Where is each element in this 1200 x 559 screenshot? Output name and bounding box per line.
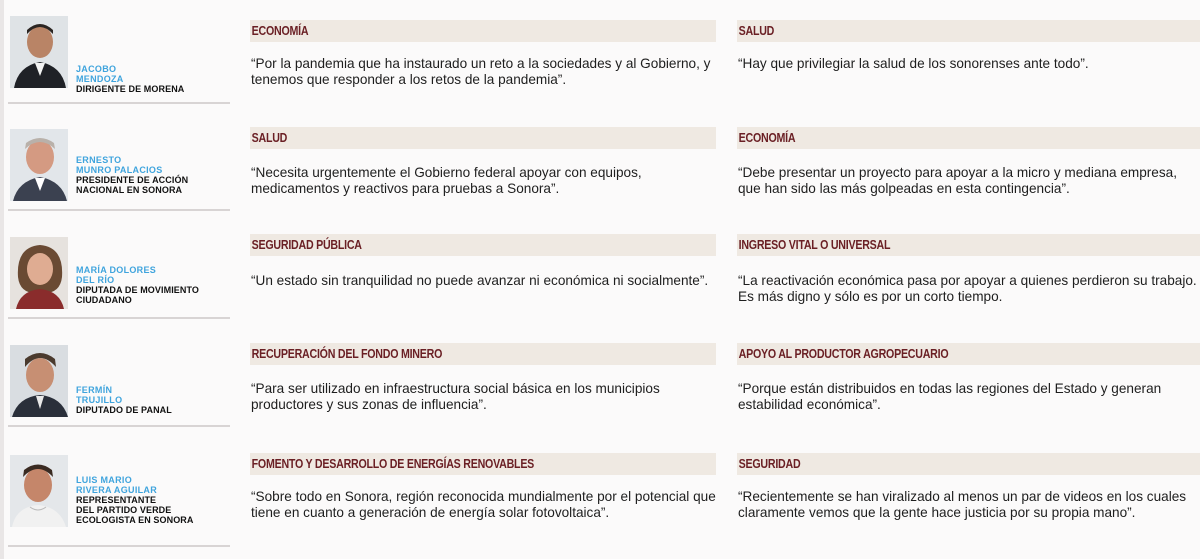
politician-role: REPRESENTANTE: [76, 495, 157, 505]
quote-text: “Hay que privilegiar la salud de los sonorenses ante todo”.: [738, 56, 1089, 71]
politician-info: [76, 475, 234, 525]
politician-photo: [10, 16, 68, 88]
politician-name: DEL RÍO: [76, 275, 115, 285]
politician-role: DEL PARTIDO VERDE: [76, 505, 172, 515]
row-divider: [8, 545, 230, 547]
row-divider: [8, 102, 230, 104]
politician-profile: [8, 107, 230, 207]
politician-role: DIRIGENTE DE MORENA: [76, 84, 185, 94]
politician-role: PRESIDENTE DE ACCIÓN: [76, 175, 189, 185]
politician-name: JACOBO: [76, 64, 117, 74]
politician-photo: [10, 345, 68, 417]
politician-name: MUNRO PALACIOS: [76, 165, 163, 175]
politician-name: TRUJILLO: [76, 395, 123, 405]
politician-photo: [10, 129, 68, 201]
politician-profile: [8, 0, 230, 100]
politician-photo: [10, 237, 68, 309]
politician-info: [76, 265, 234, 305]
quote-text: “Para ser utilizado en infraestructura social básica en los municipios productores y sus zonas de influencia”.: [251, 381, 660, 412]
quote-text: “Sobre todo en Sonora, región reconocida mundialmente por el potencial que tiene en cuanto a generación de energía solar fotovoltaica”.: [251, 489, 716, 520]
politician-name: RIVERA AGUILAR: [76, 485, 158, 495]
quote-text: “Necesita urgentemente el Gobierno federal apoyar con equipos, medicamentos y reactivos para pruebas a Sonora”.: [251, 165, 642, 196]
politician-info: [76, 155, 234, 195]
row-divider: [8, 317, 230, 319]
politician-row: [0, 323, 1200, 429]
politician-name: ERNESTO: [76, 155, 122, 165]
politician-role: NACIONAL EN SONORA: [76, 185, 183, 195]
quote-text: “Recientemente se han viralizado al menos un par de videos en los cuales claramente vemos que la gente hace justicia por su propia mano”.: [738, 489, 1187, 520]
topic-header: FOMENTO Y DESARROLLO DE ENERGÍAS RENOVABLES: [250, 453, 716, 475]
quote-text: “Porque están distribuidos en todas las regiones del Estado y generan estabilidad económica”.: [738, 381, 1162, 412]
politician-row: [0, 107, 1200, 213]
politician-profile: [8, 431, 230, 531]
quote-text: “La reactivación económica pasa por apoyar a quienes perdieron su trabajo. Es más digno y sólo es por un corto tiempo.: [738, 273, 1197, 304]
politician-name: FERMÍN: [76, 385, 113, 395]
politician-role: ECOLOGISTA EN SONORA: [76, 515, 194, 525]
politician-name: MARÍA DOLORES: [76, 265, 157, 275]
topic-header: ECONOMÍA: [737, 127, 1200, 149]
politician-name: MENDOZA: [76, 74, 124, 84]
politician-profile: [8, 215, 230, 315]
row-divider: [8, 425, 230, 427]
politician-row: [0, 431, 1200, 559]
politician-role: DIPUTADA DE MOVIMIENTO: [76, 285, 200, 295]
politician-role: CIUDADANO: [76, 295, 132, 305]
politician-row: [0, 215, 1200, 321]
topic-header: SEGURIDAD PÚBLICA: [250, 234, 716, 256]
topic-header: APOYO AL PRODUCTOR AGROPECUARIO: [737, 343, 1200, 365]
topic-header: ECONOMÍA: [250, 20, 716, 42]
topic-header: SALUD: [737, 20, 1200, 42]
quote-text: “Debe presentar un proyecto para apoyar a la micro y mediana empresa, que han sido las más golpeadas en esta contingencia”.: [738, 165, 1178, 196]
politician-name: LUIS MARIO: [76, 475, 132, 485]
politician-info: [76, 385, 234, 415]
topic-header: SALUD: [250, 127, 716, 149]
politician-photo: [10, 455, 68, 527]
politician-profile: [8, 323, 230, 423]
politician-role: DIPUTADO DE PANAL: [76, 405, 172, 415]
politician-info: [76, 64, 234, 94]
quote-text: “Por la pandemia que ha instaurado un reto a la sociedades y al Gobierno, y tenemos que responder a los retos de la pandemia”.: [251, 56, 711, 87]
topic-header: SEGURIDAD: [737, 453, 1200, 475]
politician-row: [0, 0, 1200, 106]
quote-text: “Un estado sin tranquilidad no puede avanzar ni económica ni socialmente”.: [251, 273, 709, 288]
row-divider: [8, 209, 230, 211]
topic-header: RECUPERACIÓN DEL FONDO MINERO: [250, 343, 716, 365]
topic-header: INGRESO VITAL O UNIVERSAL: [737, 234, 1200, 256]
